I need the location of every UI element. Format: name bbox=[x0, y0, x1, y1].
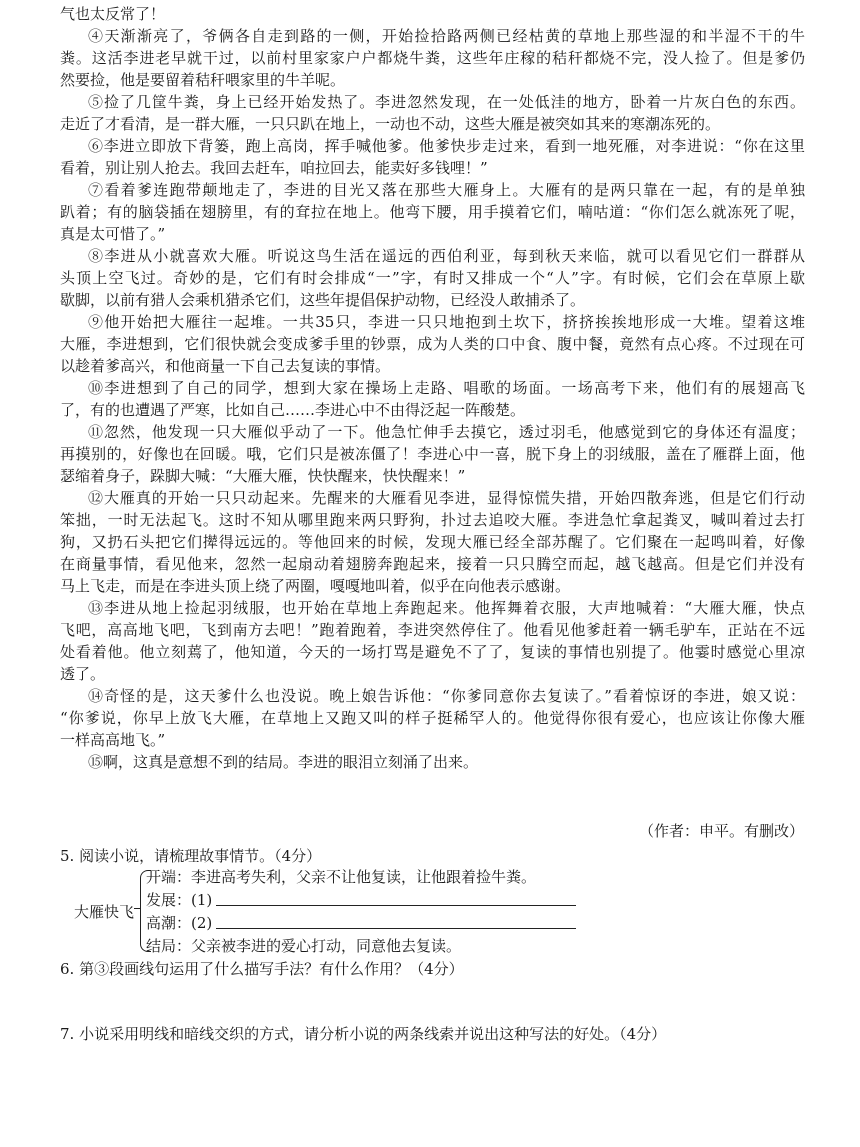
passage-line: ⑥李进立即放下背篓，跑上高岗，挥手喊他爹。他爹快步走过来，看到一地死雁，对李进说：“你在这里 bbox=[88, 137, 805, 155]
plot-flow-title: 大雁快飞 bbox=[74, 903, 135, 921]
passage-line: 狗，又扔石头把它们撵得远远的。等他回来的时候，发现大雁已经全部苏醒了。它们聚在一起鸣叫着，好像 bbox=[60, 533, 805, 551]
passage-line: 一样高高地飞。” bbox=[60, 731, 166, 749]
author-credit: （作者：申平。有删改） bbox=[638, 822, 804, 840]
plot-brace-tip bbox=[134, 908, 141, 909]
passage-line: 看着，别让别人抢去。我回去赶车，咱拉回去，能卖好多钱哩！” bbox=[60, 159, 488, 177]
passage-line: 瑟缩着身子，跺脚大喊：“大雁大雁，快快醒来，快快醒来！” bbox=[60, 467, 466, 485]
passage-line: 处看着他。他立刻蔫了，他知道，今天的一场打骂是避免不了了，复读的事情也别提了。他霎时感觉心里凉 bbox=[60, 643, 805, 661]
passage-line: 以趁着爹高兴，和他商量一下自己去复读的事情。 bbox=[60, 357, 391, 375]
passage-line: ⑬李进从地上捡起羽绒服，也开始在草地上奔跑起来。他挥舞着衣服，大声地喊着：“大雁大雁，快点 bbox=[88, 599, 805, 617]
passage-line: 真是太可惜了。” bbox=[60, 225, 166, 243]
passage-line: 大雁，李进想到，它们很快就会变成爹手里的钞票，成为人类的口中食、腹中餐，竟然有点心疼。不过现在可 bbox=[60, 335, 805, 353]
passage-line: ④天渐渐亮了，爷俩各自走到路的一侧，开始捡拾路两侧已经枯黄的草地上那些湿的和半湿不干的牛 bbox=[88, 27, 805, 45]
passage-line: ⑫大雁真的开始一只只动起来。先醒来的大雁看见李进，显得惊慌失措，开始四散奔逃，但是它们行动 bbox=[88, 489, 805, 507]
climax-answer-blank[interactable] bbox=[216, 928, 576, 929]
passage-line: ⑤捡了几筐牛粪，身上已经开始发热了。李进忽然发现，在一处低洼的地方，卧着一片灰白色的东西。 bbox=[88, 93, 805, 111]
passage-line: 粪。这活李进老早就干过，以前村里家家户户都烧牛粪，这些年庄稼的秸秆都烧不完，没人捡了。但是爹仍 bbox=[60, 49, 805, 67]
passage-line: 头顶上空飞过。奇妙的是，它们有时会排成“一”字，有时又排成一个“人”字。有时候，它们会在草原上歇 bbox=[60, 269, 805, 287]
passage-line: ⑭奇怪的是，这天爹什么也没说。晚上娘告诉他：“你爹同意你去复读了。”看着惊讶的李进，娘又说： bbox=[88, 687, 805, 705]
passage-line: 再摸别的，好像也在回暖。哦，它们只是被冻僵了！李进心中一喜，脱下身上的羽绒服，盖在了雁群上面，他 bbox=[60, 445, 805, 463]
passage-line: 笨拙，一时无法起飞。这时不知从哪里跑来两只野狗，扑过去追咬大雁。李进急忙拿起粪叉，喊叫着过去打 bbox=[60, 511, 805, 529]
passage-line: ⑦看着爹连跑带颠地走了，李进的目光又落在那些大雁身上。大雁有的是两只靠在一起，有的是单独 bbox=[88, 181, 805, 199]
development-answer-blank[interactable] bbox=[216, 905, 576, 906]
question-7-prompt: 7. 小说采用明线和暗线交织的方式，请分析小说的两条线索并说出这种写法的好处。（4分） bbox=[60, 1025, 667, 1043]
plot-development-label: 发展：(1) bbox=[146, 891, 213, 909]
passage-line: 然要捡，他是要留着秸秆喂家里的牛羊呢。 bbox=[60, 71, 346, 89]
passage-line: ⑩李进想到了自己的同学，想到大家在操场上走路、唱歌的场面。一场高考下来，他们有的展翅高飞 bbox=[88, 379, 805, 397]
passage-line: 走近了才看清，是一群大雁，一只只趴在地上，一动也不动，这些大雁是被突如其来的寒潮冻死的。 bbox=[60, 115, 721, 133]
question-5-prompt: 5. 阅读小说，请梳理故事情节。（4分） bbox=[60, 847, 322, 865]
question-6-prompt: 6. 第③段画线句运用了什么描写手法？有什么作用？（4分） bbox=[60, 960, 464, 978]
passage-line: 气也太反常了！ bbox=[60, 5, 166, 23]
passage-line: 马上飞走，而是在李进头顶上绕了两圈，嘎嘎地叫着，似乎在向他表示感谢。 bbox=[60, 577, 571, 595]
plot-beginning: 开端：李进高考失利，父亲不让他复读，让他跟着捡牛粪。 bbox=[146, 868, 537, 886]
plot-climax-label: 高潮：(2) bbox=[146, 914, 213, 932]
passage-line: 歇脚，以前有猎人会乘机猎杀它们，这些年提倡保护动物，已经没人敢捕杀了。 bbox=[60, 291, 586, 309]
passage-line: “你爹说，你早上放飞大雁，在草地上又跑又叫的样子挺稀罕人的。他觉得你很有爱心，也应该让你像大雁 bbox=[60, 709, 805, 727]
passage-line: 趴着；有的脑袋插在翅膀里，有的耷拉在地上。他弯下腰，用手摸着它们，喃咕道：“你们怎么就冻死了呢， bbox=[60, 203, 805, 221]
passage-line: ⑪忽然，他发现一只大雁似乎动了一下。他急忙伸手去摸它，透过羽毛，他感觉到它的身体还有温度； bbox=[88, 423, 805, 441]
passage-line: 透了。 bbox=[60, 665, 106, 683]
passage-line: 了，有的也遭遇了严寒，比如自己……李进心中不由得泛起一阵酸楚。 bbox=[60, 401, 526, 419]
plot-ending: 结局：父亲被李进的爱心打动，同意他去复读。 bbox=[146, 937, 462, 955]
passage-line: 在商量事情，看见他来，忽然一起扇动着翅膀奔跑起来，接着一只只腾空而起，越飞越高。但是它们并没有 bbox=[60, 555, 805, 573]
passage-line: ⑧李进从小就喜欢大雁。听说这鸟生活在遥远的西伯利亚，每到秋天来临，就可以看见它们一群群从 bbox=[88, 247, 805, 265]
passage-line: ⑨他开始把大雁往一起堆。一共35只，李进一只只地抱到土坎下，挤挤挨挨地形成一大堆。望着这堆 bbox=[88, 313, 805, 331]
passage-line: 飞吧，高高地飞吧，飞到南方去吧！”跑着跑着，李进突然停住了。他看见他爹赶着一辆毛驴车，正站在不远 bbox=[60, 621, 805, 639]
passage-line: ⑮啊，这真是意想不到的结局。李进的眼泪立刻涌了出来。 bbox=[88, 753, 479, 771]
